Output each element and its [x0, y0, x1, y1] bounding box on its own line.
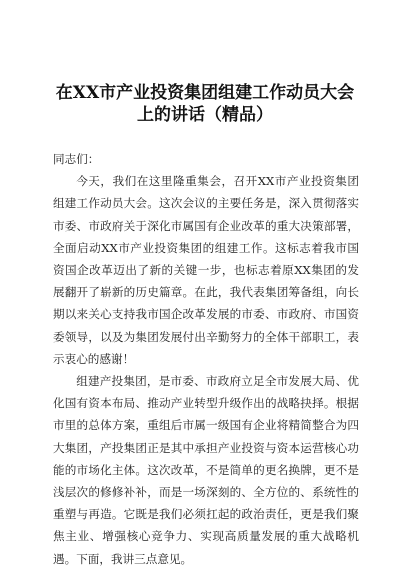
- document-body: [53, 148, 359, 570]
- paragraph-1: 今天，我们在这里隆重集会，召开XX市产业投资集团组建工作动员大会。这次会议的主要任务是，深入贯彻落实市委、市政府关于深化市属国有企业改革的重大决策部署，全面启动XX市产业投资集团的组建工作。这标志着我市国资国企改革迈出了新的关键一步，也标志着原XX集团的发展翻开了崭新的历史篇章。在此，我代表集团筹备组，向长期以来关心支持我市国企改革发展的市委、市政府、市国资委领导，以及为集团发展付出辛勤努力的全体干部职工，表示衷心的感谢！: [53, 174, 359, 366]
- document-title-line-1: 在XX市产业投资集团组建工作动员大会: [55, 83, 355, 103]
- document-title-line-2: 上的讲话（精品）: [137, 105, 273, 125]
- salutation: 同志们：: [53, 152, 100, 166]
- paragraph-2: 组建产投集团，是市委、市政府立足全市发展大局、优化国有资本布局、推动产业转型升级作出的战略抉择。根据市里的总体方案，重组后市属一级国有企业将精简整合为四大集团，产投集团正是其中承担产业投资与资本运营核心功能的市场化主体。这次改革，不是简单的更名换牌，更不是浅层次的修修补补，而是一场深刻的、全方位的、系统性的重塑与再造。它既是我们必须扛起的政治责任，更是我们聚焦主业、增强核心竞争力、实现高质量发展的重大战略机遇。下面，我讲三点意见。: [53, 374, 359, 566]
